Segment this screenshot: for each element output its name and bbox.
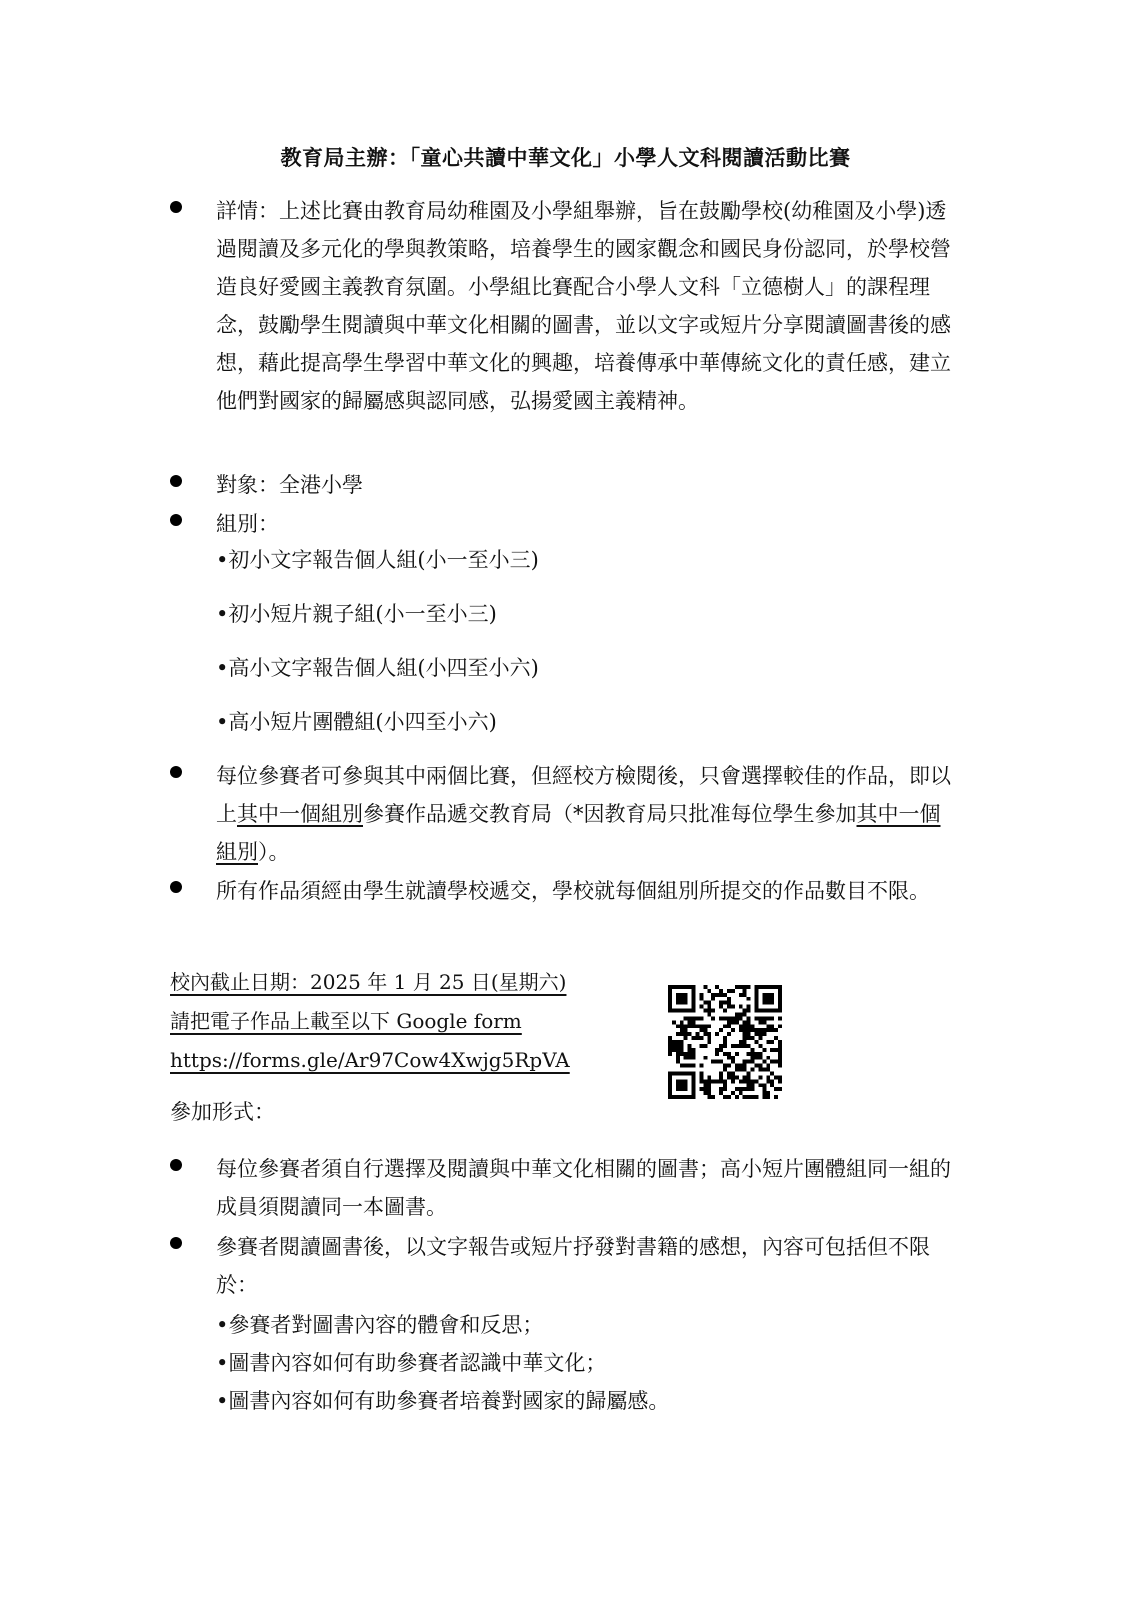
format-bullet-two [170,1228,960,1304]
format-subitem: •參賽者對圖書內容的體會和反思； [216,1313,544,1337]
rule-one-bullet [170,757,960,871]
rule-two-text: 所有作品須經由學生就讀學校遞交，學校就每個組別所提交的作品數目不限。 [216,879,930,903]
target-bullet [170,466,960,504]
rule-two-bullet [170,872,960,910]
bullet-dot [170,1237,182,1249]
rule-one-part1: 每位參賽者可參與其中兩個比賽，但經校方檢閱後，只會選擇較佳的作品，即以上 [216,764,951,826]
bullet-dot [170,766,182,778]
bullet-dot [170,201,182,213]
upload-instruction: 請把電子作品上載至以下 Google form [170,1009,522,1033]
bullet-dot [170,475,182,487]
bullet-dot [170,881,182,893]
format-bullet-one-text: 每位參賽者須自行選擇及閱讀與中華文化相關的圖書；高小短片團體組同一組的成員須閱讀同一本圖書。 [216,1157,951,1219]
group-item: •高小短片團體組(小四至小六) [216,710,497,734]
format-subitem: •圖書內容如何有助參賽者培養對國家的歸屬感。 [216,1389,670,1413]
group-item: •初小文字報告個人組(小一至小三) [216,548,539,572]
groups-label: 組別： [216,512,279,536]
groups-bullet [170,505,960,543]
rule-one-text [216,757,960,871]
rule-one-emphasis-2: 其中一個組別 [216,802,941,864]
format-subitem: •圖書內容如何有助參賽者認識中華文化； [216,1351,607,1375]
format-bullet-two-text: 參賽者閱讀圖書後，以文字報告或短片抒發對書籍的感想，內容可包括但不限於： [216,1235,930,1297]
deadline-date: 校內截止日期：2025 年 1 月 25 日(星期六) [170,970,567,994]
format-bullet-one [170,1150,960,1226]
details-text: 詳情：上述比賽由教育局幼稚園及小學組舉辦，旨在鼓勵學校(幼稚園及小學)透過閱讀及多元化的學與教策略，培養學生的國家觀念和國民身份認同，於學校營造良好愛國主義教育氛圍。小學組比賽配合小學人文科「立德樹人」的課程理念，鼓勵學生閱讀與中華文化相關的圖書，並以文字或短片分享閱讀圖書後的感想，藉此提高學生學習中華文化的興趣，培養傳承中華傳統文化的責任感，建立他們對國家的歸屬感與認同感，弘揚愛國主義精神。 [216,199,951,413]
rule-one-part3: ）。 [258,840,290,864]
rule-one-emphasis: 其中一個組別 [237,802,363,826]
rule-one-part2: 參賽作品遞交教育局（*因教育局只批准每位學生參加 [363,802,857,826]
format-heading: 參加形式： [170,1100,275,1124]
bullet-dot [170,514,182,526]
target-text: 對象：全港小學 [216,473,363,497]
group-item: •初小短片親子組(小一至小三) [216,602,497,626]
bullet-dot [170,1159,182,1171]
google-form-link[interactable]: https://forms.gle/Ar97Cow4Xwjg5RpVA [170,1048,570,1072]
details-bullet [170,192,960,420]
group-item: •高小文字報告個人組(小四至小六) [216,656,539,680]
page-title: 教育局主辦：「童心共讀中華文化」小學人文科閱讀活動比賽 [280,146,851,170]
qr-code-icon[interactable] [668,985,782,1099]
